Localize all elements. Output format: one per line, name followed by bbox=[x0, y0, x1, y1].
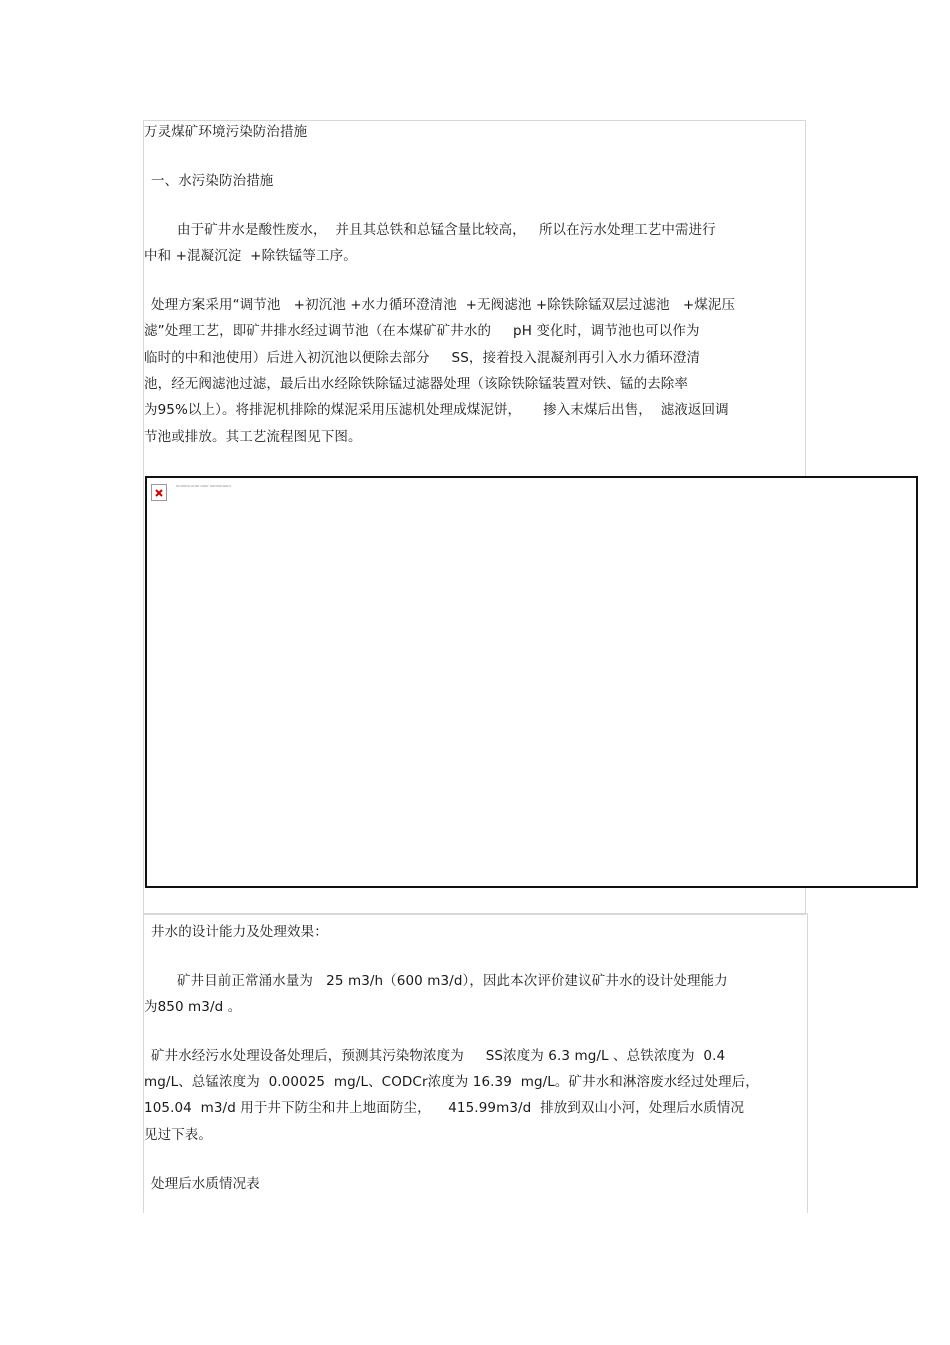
paragraph-2-line-3: 临时的中和池使用）后进入初沉池以便除去部分 SS，接着投入混凝剂再引入水力循环澄清 bbox=[144, 350, 701, 366]
broken-image-icon bbox=[151, 484, 167, 501]
paragraph-2-line-6: 节池或排放。其工艺流程图见下图。 bbox=[144, 429, 362, 445]
section-heading-design-capacity: 井水的设计能力及处理效果： bbox=[151, 924, 328, 940]
table-caption: 处理后水质情况表 bbox=[151, 1176, 260, 1192]
process-flow-diagram-frame bbox=[145, 476, 918, 888]
paragraph-1-line-2: 中和 +混凝沉淀 +除铁锰等工序。 bbox=[144, 248, 357, 264]
figure-alt-text: rrrrrrrrrrrr rrrrrrr rrrrrrr rrrrrrrrrrrrrrrrrr bbox=[176, 484, 232, 488]
paragraph-4-line-2: mg/L、总锰浓度为 0.00025 mg/L、CODCr浓度为 16.39 mg/L。矿井水和淋溶废水经过处理后， bbox=[144, 1074, 759, 1090]
paragraph-2-line-1: 处理方案采用“调节池 +初沉池 +水力循环澄清池 +无阀滤池 +除铁除锰双层过滤池 +煤泥压 bbox=[151, 297, 736, 313]
paragraph-2-line-5: 为95%以上）。将排泥机排除的煤泥采用压滤机处理成煤泥饼， 掺入末煤后出售， 滤液返回调 bbox=[144, 402, 729, 418]
paragraph-4-line-3: 105.04 m3/d 用于井下防尘和井上地面防尘， 415.99m3/d 排放到双山小河，处理后水质情况 bbox=[144, 1100, 745, 1116]
paragraph-2-line-2: 滤”处理工艺，即矿井排水经过调节池（在本煤矿矿井水的 pH 变化时，调节池也可以作为 bbox=[144, 323, 700, 339]
section-heading-water-pollution: 一、水污染防治措施 bbox=[151, 173, 274, 189]
paragraph-2-line-4: 池，经无阀滤池过滤，最后出水经除铁除锰过滤器处理（该除铁除锰装置对铁、锰的去除率 bbox=[144, 376, 688, 392]
paragraph-4-line-4: 见过下表。 bbox=[144, 1127, 212, 1143]
document-title: 万灵煤矿环境污染防治措施 bbox=[144, 124, 308, 140]
paragraph-1-line-1: 由于矿井水是酸性废水， 并且其总铁和总锰含量比较高， 所以在污水处理工艺中需进行 bbox=[177, 222, 716, 238]
paragraph-3-line-2: 为850 m3/d 。 bbox=[144, 999, 242, 1015]
paragraph-4-line-1: 矿井水经污水处理设备处理后，预测其污染物浓度为 SS浓度为 6.3 mg/L 、总铁浓度为 0.4 bbox=[151, 1048, 726, 1064]
paragraph-3-line-1: 矿井目前正常涌水量为 25 m3/h（600 m3/d），因此本次评价建议矿井水的设计处理能力 bbox=[177, 973, 728, 989]
